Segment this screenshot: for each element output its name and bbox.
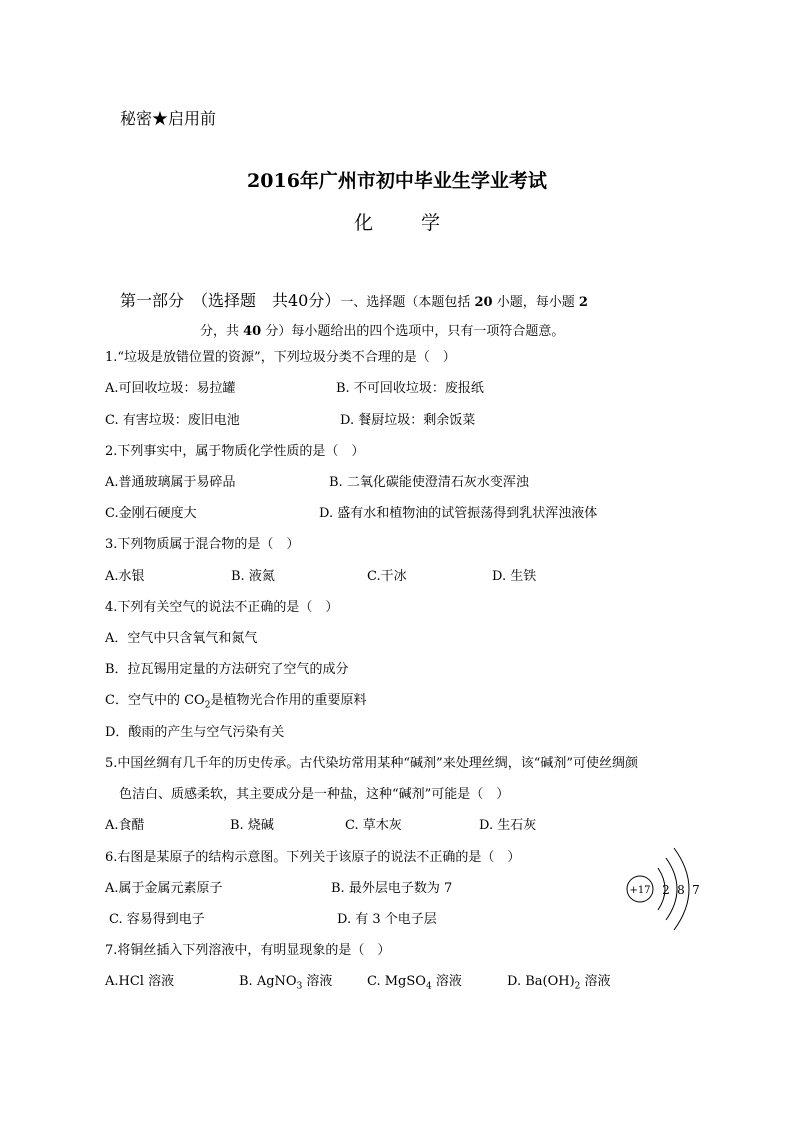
q7-option-c: [367, 970, 462, 992]
q6-option-a: A.属于金属元素原子: [105, 881, 223, 896]
q7-b-sub: 3: [296, 981, 303, 992]
q1-option-d: D. 餐厨垃圾：剩余饭菜: [340, 413, 476, 428]
q6-option-d: D. 有 3 个电子层: [337, 912, 437, 927]
q4-c-b: 是植物光合作用的重要原料: [210, 693, 367, 708]
part-line2-b: 分）每小题给出的四个选项中，只有一项符合题意。: [261, 324, 565, 339]
question-1-stem: 1.“垃圾是放错位置的资源”，下列垃圾分类不合理的是（ ）: [105, 350, 456, 365]
part-heading-text: 第一部分 （选择题 共40分）: [120, 291, 341, 310]
q1-option-b: B. 不可回收垃圾：废报纸: [336, 381, 484, 396]
q2-option-c: C.金刚石硬度大: [105, 506, 197, 521]
q7-d-sub: 2: [574, 981, 581, 992]
part-line2-n: 40: [243, 324, 262, 339]
q5-option-a: A.食醋: [105, 818, 145, 833]
q7-c-rest: 溶液: [431, 974, 462, 989]
q4-option-b: B．拉瓦锡用定量的方法研究了空气的成分: [105, 662, 349, 677]
q3-option-a: A.水银: [105, 569, 145, 584]
part-line2-a: 分，共: [200, 324, 244, 339]
q3-option-c: C.干冰: [367, 569, 407, 584]
q5-option-d: D. 生石灰: [479, 818, 537, 833]
q7-option-b: [239, 970, 332, 992]
q7-option-a: A.HCl 溶液: [105, 974, 175, 989]
part-instr-n1: 20: [474, 295, 493, 310]
q4-c-formula: CO: [184, 693, 205, 708]
question-5-stem: 5.中国丝绸有几千年的历史传承。古代染坊常用某种“碱剂”来处理丝绸，该“碱剂”可使丝绸颜: [105, 756, 638, 771]
part-instr-a: 一、选择题（本题包括: [340, 295, 475, 310]
question-2-stem: 2.下列事实中，属于物质化学性质的是（ ）: [105, 444, 365, 459]
q7-d-rest: 溶液: [580, 974, 611, 989]
q1-option-c: C. 有害垃圾：废旧电池: [105, 413, 240, 428]
secret-label: 秘密★启用前: [120, 109, 217, 128]
subject-char-1: 化: [353, 212, 373, 234]
exam-title: 2016年广州市初中毕业生学业考试: [247, 170, 547, 192]
q3-option-b: B. 液氮: [231, 569, 275, 584]
subject-title: [0, 208, 794, 235]
q7-c-formula: C. MgSO: [367, 974, 426, 989]
question-5-stem-cont: 色洁白、质感柔软，其主要成分是一种盐，这种“碱剂”可能是（ ）: [119, 787, 510, 802]
question-7-stem: 7.将铜丝插入下列溶液中，有明显现象的是（ ）: [105, 943, 391, 958]
q4-option-a: A．空气中只含氧气和氮气: [105, 631, 258, 646]
q1-option-a: A.可回收垃圾：易拉罐: [105, 381, 236, 396]
q2-option-b: B. 二氧化碳能使澄清石灰水变浑浊: [329, 475, 529, 490]
q5-option-b: B. 烧碱: [230, 818, 274, 833]
question-4-stem: 4.下列有关空气的说法不正确的是（ ）: [105, 600, 339, 615]
q2-option-d: D. 盛有水和植物油的试管振荡得到乳状浑浊液体: [319, 506, 598, 521]
q4-c-sub: 2: [204, 700, 211, 711]
part-heading: [120, 288, 588, 311]
q7-d-formula: D. Ba(OH): [507, 974, 575, 989]
subject-char-2: 学: [421, 212, 441, 234]
question-3-stem: 3.下列物质属于混合物的是（ ）: [105, 537, 300, 552]
part-instr-n2: 2: [578, 295, 588, 310]
q3-option-d: D. 生铁: [492, 569, 537, 584]
q6-option-b: B. 最外层电子数为 7: [331, 881, 453, 896]
q2-option-a: A.普通玻璃属于易碎品: [105, 475, 236, 490]
shell-electrons-1: 2: [662, 883, 670, 897]
q7-b-formula: B. AgNO: [239, 974, 297, 989]
shell-electrons-3: 7: [692, 883, 700, 897]
q5-option-c: C. 草木灰: [345, 818, 402, 833]
q4-option-d: D．酸雨的产生与空气污染有关: [105, 725, 285, 740]
question-6-stem: 6.右图是某原子的结构示意图。下列关于该原子的说法不正确的是（ ）: [105, 850, 521, 865]
shell-electrons-2: 8: [677, 883, 685, 897]
nucleus-charge: +17: [629, 885, 651, 896]
q4-option-c: [105, 689, 366, 711]
q4-c-a: C．空气中的: [105, 693, 180, 708]
atom-structure-diagram: [618, 842, 708, 934]
part-instruction-line2: [200, 320, 564, 339]
part-instr-b: 小题，每小题: [492, 295, 579, 310]
q7-c-sub: 4: [425, 981, 432, 992]
q7-option-d: [507, 970, 611, 992]
q6-option-c: C. 容易得到电子: [109, 912, 205, 927]
q7-b-rest: 溶液: [302, 974, 333, 989]
